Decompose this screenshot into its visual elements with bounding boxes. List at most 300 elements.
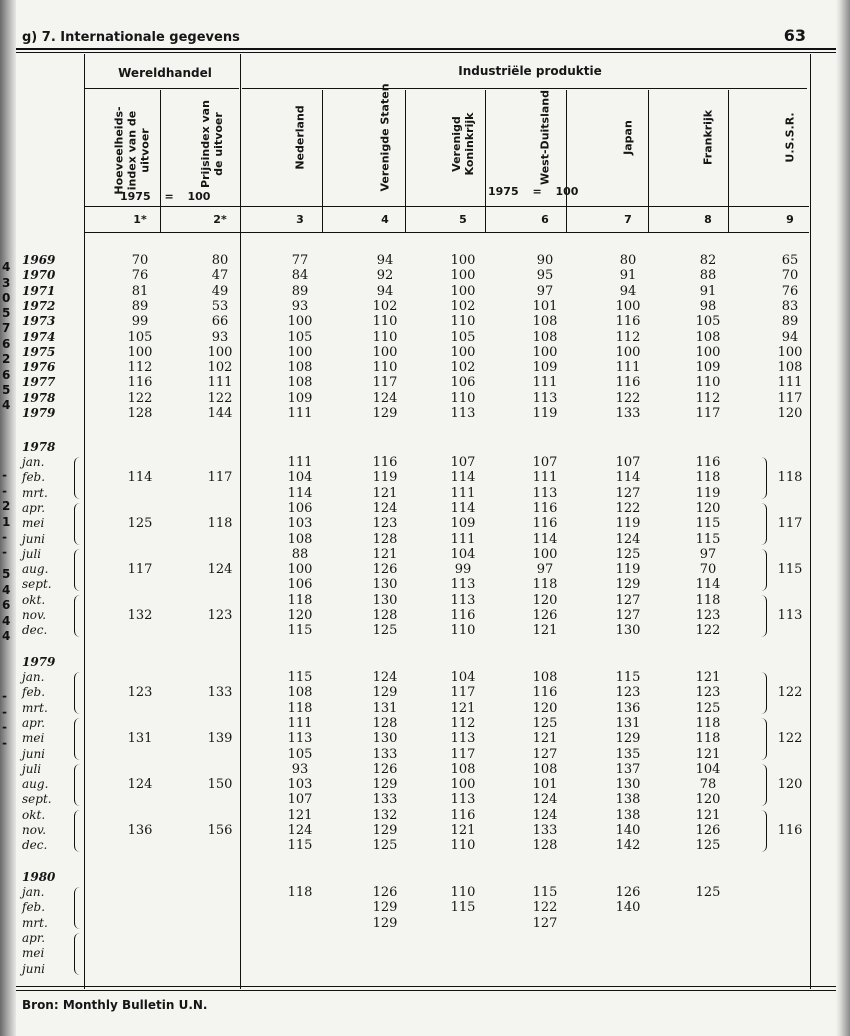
group-wereldhandel: Wereldhandel bbox=[118, 66, 212, 80]
monthly-value: 129 bbox=[372, 685, 398, 701]
year-label: 1977 bbox=[22, 375, 56, 390]
table-cell: 133 bbox=[615, 406, 641, 421]
monthly-value: 124 bbox=[372, 670, 398, 685]
table-cell: 111 bbox=[777, 375, 803, 391]
monthly-value: 119 bbox=[372, 470, 398, 486]
monthly-value: 111 bbox=[287, 455, 313, 470]
monthly-value: 107 bbox=[450, 455, 476, 470]
monthly-value: 108 bbox=[450, 761, 476, 777]
monthly-value: 107 bbox=[287, 792, 313, 808]
brace-open bbox=[74, 887, 81, 929]
monthly-value: 119 bbox=[695, 485, 721, 501]
monthly-value: 140 bbox=[615, 823, 641, 838]
table-cell: 113 bbox=[532, 390, 558, 406]
table-cell: 90 bbox=[536, 253, 554, 268]
quarterly-value: 120 bbox=[777, 777, 803, 793]
column-number: 2* bbox=[213, 213, 227, 226]
table-cell: 100 bbox=[287, 314, 313, 330]
table-cell: 49 bbox=[211, 283, 229, 299]
monthly-value: 111 bbox=[450, 531, 476, 547]
quarterly-value: 124 bbox=[207, 562, 233, 578]
quarterly-value: 115 bbox=[777, 562, 803, 578]
monthly-value: 132 bbox=[372, 807, 398, 823]
monthly-value: 124 bbox=[532, 807, 558, 823]
month-label: okt. bbox=[22, 807, 46, 822]
month-label: mrt. bbox=[22, 915, 48, 930]
monthly-value: 111 bbox=[532, 470, 558, 486]
year-label: 1979 bbox=[22, 406, 56, 420]
monthly-value: 120 bbox=[532, 700, 558, 716]
quarterly-value: 150 bbox=[207, 777, 233, 793]
spine-char: 3 bbox=[2, 276, 11, 290]
monthly-value: 123 bbox=[695, 685, 721, 701]
monthly-value: 108 bbox=[287, 531, 313, 547]
quarterly-value: 117 bbox=[207, 470, 233, 486]
table-cell: 110 bbox=[450, 390, 476, 406]
table-cell: 100 bbox=[450, 283, 476, 299]
monthly-value: 115 bbox=[287, 838, 313, 854]
monthly-value: 113 bbox=[450, 731, 476, 747]
quarterly-value: 113 bbox=[777, 608, 803, 623]
quarterly-value: 116 bbox=[777, 823, 803, 838]
table-cell: 100 bbox=[615, 298, 641, 314]
table-cell: 100 bbox=[450, 268, 476, 284]
column-header-5: Verenigd Koninkrijk bbox=[450, 112, 476, 176]
table-cell: 93 bbox=[291, 298, 309, 314]
monthly-value: 97 bbox=[536, 562, 554, 578]
spine-char: 4 bbox=[2, 260, 11, 274]
column-header-7: Japan bbox=[621, 120, 635, 155]
monthly-value: 121 bbox=[372, 546, 398, 562]
monthly-value: 140 bbox=[615, 900, 641, 916]
spine-char: 1 bbox=[2, 515, 11, 529]
title-text: 7. Internationale gegevens bbox=[41, 30, 240, 45]
table-cell: 113 bbox=[450, 406, 476, 421]
monthly-value: 127 bbox=[615, 608, 641, 623]
spine-char: - bbox=[2, 530, 7, 544]
monthly-value: 119 bbox=[615, 516, 641, 532]
monthly-value: 121 bbox=[372, 485, 398, 501]
monthly-value: 129 bbox=[372, 777, 398, 793]
monthly-value: 120 bbox=[695, 500, 721, 516]
year-label: 1978 bbox=[22, 390, 56, 405]
spine-char: - bbox=[2, 545, 7, 559]
brace-open bbox=[74, 810, 81, 852]
table-cell: 105 bbox=[287, 329, 313, 345]
table-cell: 119 bbox=[532, 406, 558, 421]
table-cell: 84 bbox=[291, 268, 309, 284]
table-cell: 81 bbox=[131, 283, 149, 299]
month-label: mrt. bbox=[22, 700, 48, 715]
column-number: 8 bbox=[704, 213, 712, 226]
table-cell: 66 bbox=[211, 314, 229, 330]
column-divider bbox=[405, 90, 406, 232]
table-cell: 109 bbox=[287, 390, 313, 406]
monthly-value: 118 bbox=[695, 592, 721, 608]
monthly-value: 133 bbox=[372, 792, 398, 808]
monthly-value: 114 bbox=[695, 577, 721, 593]
monthly-value: 118 bbox=[695, 731, 721, 747]
column-divider bbox=[648, 90, 649, 232]
table-cell: 89 bbox=[131, 298, 149, 314]
quarterly-value: 114 bbox=[127, 470, 153, 486]
source-note: Bron: Monthly Bulletin U.N. bbox=[22, 998, 208, 1012]
quarterly-value: 125 bbox=[695, 885, 721, 900]
brace-open bbox=[74, 595, 81, 637]
monthly-value: 115 bbox=[287, 670, 313, 685]
spine-char: 4 bbox=[2, 614, 11, 628]
table-cell: 89 bbox=[291, 283, 309, 299]
monthly-value: 103 bbox=[287, 516, 313, 532]
monthly-value: 120 bbox=[287, 608, 313, 623]
spine-char: - bbox=[2, 484, 7, 498]
group-divider-left bbox=[84, 88, 239, 89]
column-number: 1* bbox=[133, 213, 147, 226]
monthly-value: 108 bbox=[532, 761, 558, 777]
monthly-value: 111 bbox=[450, 485, 476, 501]
table-cell: 82 bbox=[699, 253, 717, 268]
quarterly-value: 139 bbox=[207, 731, 233, 747]
monthly-value: 112 bbox=[450, 715, 476, 731]
column-header-3: Nederland bbox=[293, 105, 307, 170]
group-divider-right bbox=[242, 88, 807, 89]
monthly-value: 130 bbox=[372, 577, 398, 593]
month-label: juni bbox=[22, 531, 46, 546]
monthly-value: 114 bbox=[532, 531, 558, 547]
table-cell: 100 bbox=[450, 344, 476, 360]
table-cell: 117 bbox=[695, 406, 721, 421]
month-label: aug. bbox=[22, 562, 49, 577]
monthly-value: 101 bbox=[532, 777, 558, 793]
brace-open bbox=[74, 764, 81, 806]
monthly-value: 99 bbox=[454, 562, 472, 578]
table-cell: 110 bbox=[372, 314, 398, 330]
monthly-value: 108 bbox=[532, 670, 558, 685]
table-cell: 97 bbox=[536, 283, 554, 299]
monthly-value: 118 bbox=[695, 715, 721, 731]
table-cell: 112 bbox=[127, 360, 153, 376]
monthly-value: 100 bbox=[450, 777, 476, 793]
monthly-value: 100 bbox=[532, 546, 558, 562]
monthly-value: 123 bbox=[695, 608, 721, 623]
monthly-value: 115 bbox=[615, 670, 641, 685]
monthly-value: 130 bbox=[615, 777, 641, 793]
table-cell: 53 bbox=[211, 298, 229, 314]
brace-close bbox=[760, 764, 767, 806]
table-cell: 70 bbox=[781, 268, 799, 284]
table-cell: 116 bbox=[127, 375, 153, 391]
monthly-value: 127 bbox=[615, 485, 641, 501]
spine-char: 0 bbox=[2, 291, 11, 305]
spine-char: 6 bbox=[2, 598, 11, 612]
monthly-value: 130 bbox=[372, 731, 398, 747]
monthly-value: 114 bbox=[450, 470, 476, 486]
year-label: 1980 bbox=[22, 869, 56, 884]
quarterly-value: 122 bbox=[777, 685, 803, 701]
table-cell: 102 bbox=[207, 360, 233, 376]
column-divider bbox=[810, 54, 811, 989]
monthly-value: 123 bbox=[372, 516, 398, 532]
monthly-value: 126 bbox=[695, 823, 721, 838]
table-cell: 88 bbox=[699, 268, 717, 284]
month-label: nov. bbox=[22, 823, 47, 837]
column-header-8: Frankrijk bbox=[701, 109, 715, 166]
table-cell: 100 bbox=[532, 344, 558, 360]
base-label-right: 1975 = 100 bbox=[488, 185, 579, 198]
month-label: okt. bbox=[22, 592, 46, 607]
brace-close bbox=[760, 549, 767, 591]
spine-char: 7 bbox=[2, 321, 11, 335]
monthly-value: 110 bbox=[450, 838, 476, 854]
monthly-value: 115 bbox=[450, 900, 476, 916]
monthly-value: 116 bbox=[372, 455, 398, 470]
monthly-value: 104 bbox=[695, 761, 721, 777]
monthly-value: 124 bbox=[615, 531, 641, 547]
quarterly-value: 118 bbox=[207, 516, 233, 532]
monthly-value: 130 bbox=[615, 623, 641, 639]
footer-rule bbox=[16, 986, 836, 987]
column-header-1: Hoeveelheids-index van de uitvoer bbox=[112, 106, 152, 195]
monthly-value: 114 bbox=[287, 485, 313, 501]
monthly-value: 110 bbox=[450, 885, 476, 900]
table-cell: 77 bbox=[291, 253, 309, 268]
spine-char: 4 bbox=[2, 629, 11, 643]
monthly-value: 127 bbox=[532, 746, 558, 762]
column-number: 4 bbox=[381, 213, 389, 226]
table-cell: 98 bbox=[699, 298, 717, 314]
column-divider bbox=[728, 90, 729, 232]
monthly-value: 107 bbox=[532, 455, 558, 470]
month-label: juni bbox=[22, 746, 46, 761]
table-cell: 102 bbox=[450, 360, 476, 376]
month-label: apr. bbox=[22, 930, 46, 945]
monthly-value: 113 bbox=[450, 592, 476, 608]
monthly-value: 117 bbox=[450, 685, 476, 701]
month-label: dec. bbox=[22, 623, 48, 638]
monthly-value: 125 bbox=[695, 838, 721, 854]
monthly-value: 116 bbox=[532, 516, 558, 532]
monthly-value: 129 bbox=[372, 823, 398, 838]
month-label: feb. bbox=[22, 470, 46, 485]
month-label: jan. bbox=[22, 670, 45, 684]
brace-close bbox=[760, 718, 767, 760]
spine-char: 4 bbox=[2, 398, 11, 412]
quarterly-value: 122 bbox=[777, 731, 803, 747]
monthly-value: 113 bbox=[450, 577, 476, 593]
spine-char: 4 bbox=[2, 583, 11, 597]
monthly-value: 115 bbox=[695, 531, 721, 547]
monthly-value: 114 bbox=[450, 500, 476, 516]
table-cell: 108 bbox=[777, 360, 803, 376]
section-prefix: g) bbox=[22, 30, 38, 45]
monthly-value: 104 bbox=[287, 470, 313, 486]
table-cell: 100 bbox=[207, 344, 233, 360]
table-cell: 122 bbox=[615, 390, 641, 406]
monthly-value: 121 bbox=[695, 807, 721, 823]
table-cell: 108 bbox=[532, 329, 558, 345]
spine-char: 6 bbox=[2, 368, 11, 382]
monthly-value: 136 bbox=[615, 700, 641, 716]
monthly-value: 129 bbox=[372, 900, 398, 916]
number-row-rule bbox=[84, 232, 809, 233]
monthly-value: 125 bbox=[615, 546, 641, 562]
year-label: 1973 bbox=[22, 314, 56, 329]
quarterly-value: 117 bbox=[127, 562, 153, 578]
monthly-value: 116 bbox=[532, 500, 558, 516]
monthly-value: 121 bbox=[532, 731, 558, 747]
monthly-value: 128 bbox=[372, 715, 398, 731]
table-cell: 47 bbox=[211, 268, 229, 284]
table-cell: 100 bbox=[372, 344, 398, 360]
table-cell: 92 bbox=[376, 268, 394, 284]
monthly-value: 120 bbox=[695, 792, 721, 808]
monthly-value: 122 bbox=[695, 623, 721, 639]
spine-char: 2 bbox=[2, 499, 11, 513]
monthly-value: 130 bbox=[372, 592, 398, 608]
quarterly-value: 118 bbox=[777, 470, 803, 486]
monthly-value: 121 bbox=[532, 623, 558, 639]
table-cell: 122 bbox=[127, 390, 153, 406]
monthly-value: 124 bbox=[372, 500, 398, 516]
table-cell: 108 bbox=[287, 375, 313, 391]
brace-open bbox=[74, 457, 81, 499]
base-label-left: 1975 = 100 bbox=[120, 190, 211, 203]
table-cell: 100 bbox=[615, 344, 641, 360]
table-cell: 83 bbox=[781, 298, 799, 314]
monthly-value: 116 bbox=[532, 685, 558, 701]
monthly-value: 135 bbox=[615, 746, 641, 762]
table-cell: 99 bbox=[131, 314, 149, 330]
table-cell: 124 bbox=[372, 390, 398, 406]
month-label: nov. bbox=[22, 608, 47, 622]
column-number: 5 bbox=[459, 213, 467, 226]
monthly-value: 118 bbox=[695, 470, 721, 486]
table-cell: 128 bbox=[127, 406, 153, 421]
monthly-value: 97 bbox=[699, 546, 717, 562]
table-cell: 105 bbox=[127, 329, 153, 345]
monthly-value: 127 bbox=[532, 915, 558, 931]
monthly-value: 129 bbox=[372, 915, 398, 931]
monthly-value: 127 bbox=[615, 592, 641, 608]
month-label: apr. bbox=[22, 715, 46, 730]
monthly-value: 118 bbox=[287, 592, 313, 608]
quarterly-value: 125 bbox=[127, 516, 153, 532]
monthly-value: 118 bbox=[287, 700, 313, 716]
year-label: 1975 bbox=[22, 344, 56, 359]
monthly-value: 104 bbox=[450, 670, 476, 685]
monthly-value: 125 bbox=[695, 700, 721, 716]
spine-char: 5 bbox=[2, 567, 11, 581]
table-cell: 108 bbox=[287, 360, 313, 376]
table-cell: 80 bbox=[211, 253, 229, 268]
year-label: 1971 bbox=[22, 283, 56, 298]
month-label: jan. bbox=[22, 455, 45, 469]
monthly-value: 106 bbox=[287, 577, 313, 593]
table-cell: 111 bbox=[207, 375, 233, 391]
monthly-value: 115 bbox=[695, 516, 721, 532]
month-label: sept. bbox=[22, 577, 52, 592]
table-cell: 112 bbox=[615, 329, 641, 345]
monthly-value: 109 bbox=[450, 516, 476, 532]
column-header-4: Verenigde Staten bbox=[378, 83, 392, 192]
quarterly-value: 156 bbox=[207, 823, 233, 838]
year-label: 1972 bbox=[22, 298, 56, 313]
monthly-value: 126 bbox=[372, 885, 398, 900]
column-divider bbox=[566, 90, 567, 232]
monthly-value: 117 bbox=[450, 746, 476, 762]
table-cell: 100 bbox=[127, 344, 153, 360]
monthly-value: 119 bbox=[615, 562, 641, 578]
year-label: 1978 bbox=[22, 439, 56, 454]
table-cell: 100 bbox=[287, 344, 313, 360]
footer-rule-2 bbox=[16, 990, 836, 991]
table-cell: 70 bbox=[131, 253, 149, 268]
spine-char: - bbox=[2, 689, 7, 703]
brace-close bbox=[760, 503, 767, 545]
monthly-value: 106 bbox=[287, 500, 313, 516]
monthly-value: 138 bbox=[615, 792, 641, 808]
table-cell: 100 bbox=[695, 344, 721, 360]
monthly-value: 121 bbox=[695, 670, 721, 685]
month-label: apr. bbox=[22, 500, 46, 515]
table-cell: 105 bbox=[695, 314, 721, 330]
table-cell: 94 bbox=[619, 283, 637, 299]
table-cell: 111 bbox=[287, 406, 313, 421]
table-cell: 110 bbox=[372, 360, 398, 376]
monthly-value: 114 bbox=[615, 470, 641, 486]
table-cell: 95 bbox=[536, 268, 554, 284]
table-cell: 120 bbox=[777, 406, 803, 421]
year-label: 1969 bbox=[22, 253, 56, 267]
table-cell: 91 bbox=[699, 283, 717, 299]
year-label: 1979 bbox=[22, 654, 56, 669]
header-base-rule bbox=[84, 206, 809, 207]
table-cell: 112 bbox=[695, 390, 721, 406]
month-label: juli bbox=[22, 761, 42, 776]
brace-close bbox=[760, 672, 767, 714]
quarterly-value: 133 bbox=[207, 685, 233, 701]
table-cell: 122 bbox=[207, 390, 233, 406]
month-label: mei bbox=[22, 731, 45, 746]
month-label: juni bbox=[22, 961, 46, 976]
monthly-value: 111 bbox=[287, 715, 313, 731]
monthly-value: 121 bbox=[450, 700, 476, 716]
month-label: feb. bbox=[22, 685, 46, 700]
monthly-value: 126 bbox=[615, 885, 641, 900]
table-cell: 109 bbox=[532, 360, 558, 376]
brace-open bbox=[74, 718, 81, 760]
table-cell: 116 bbox=[615, 314, 641, 330]
spine-char: 5 bbox=[2, 383, 11, 397]
monthly-value: 93 bbox=[291, 761, 309, 777]
monthly-value: 115 bbox=[532, 885, 558, 900]
month-label: aug. bbox=[22, 777, 49, 792]
table-cell: 91 bbox=[619, 268, 637, 284]
monthly-value: 126 bbox=[372, 562, 398, 578]
table-cell: 93 bbox=[211, 329, 229, 345]
monthly-value: 118 bbox=[532, 577, 558, 593]
brace-close bbox=[760, 810, 767, 852]
monthly-value: 125 bbox=[532, 715, 558, 731]
year-label: 1976 bbox=[22, 360, 56, 375]
monthly-value: 115 bbox=[287, 623, 313, 639]
brace-open bbox=[74, 672, 81, 714]
monthly-value: 124 bbox=[532, 792, 558, 808]
table-cell: 94 bbox=[781, 329, 799, 345]
monthly-value: 108 bbox=[287, 685, 313, 701]
table-cell: 80 bbox=[619, 253, 637, 268]
column-divider bbox=[322, 90, 323, 232]
